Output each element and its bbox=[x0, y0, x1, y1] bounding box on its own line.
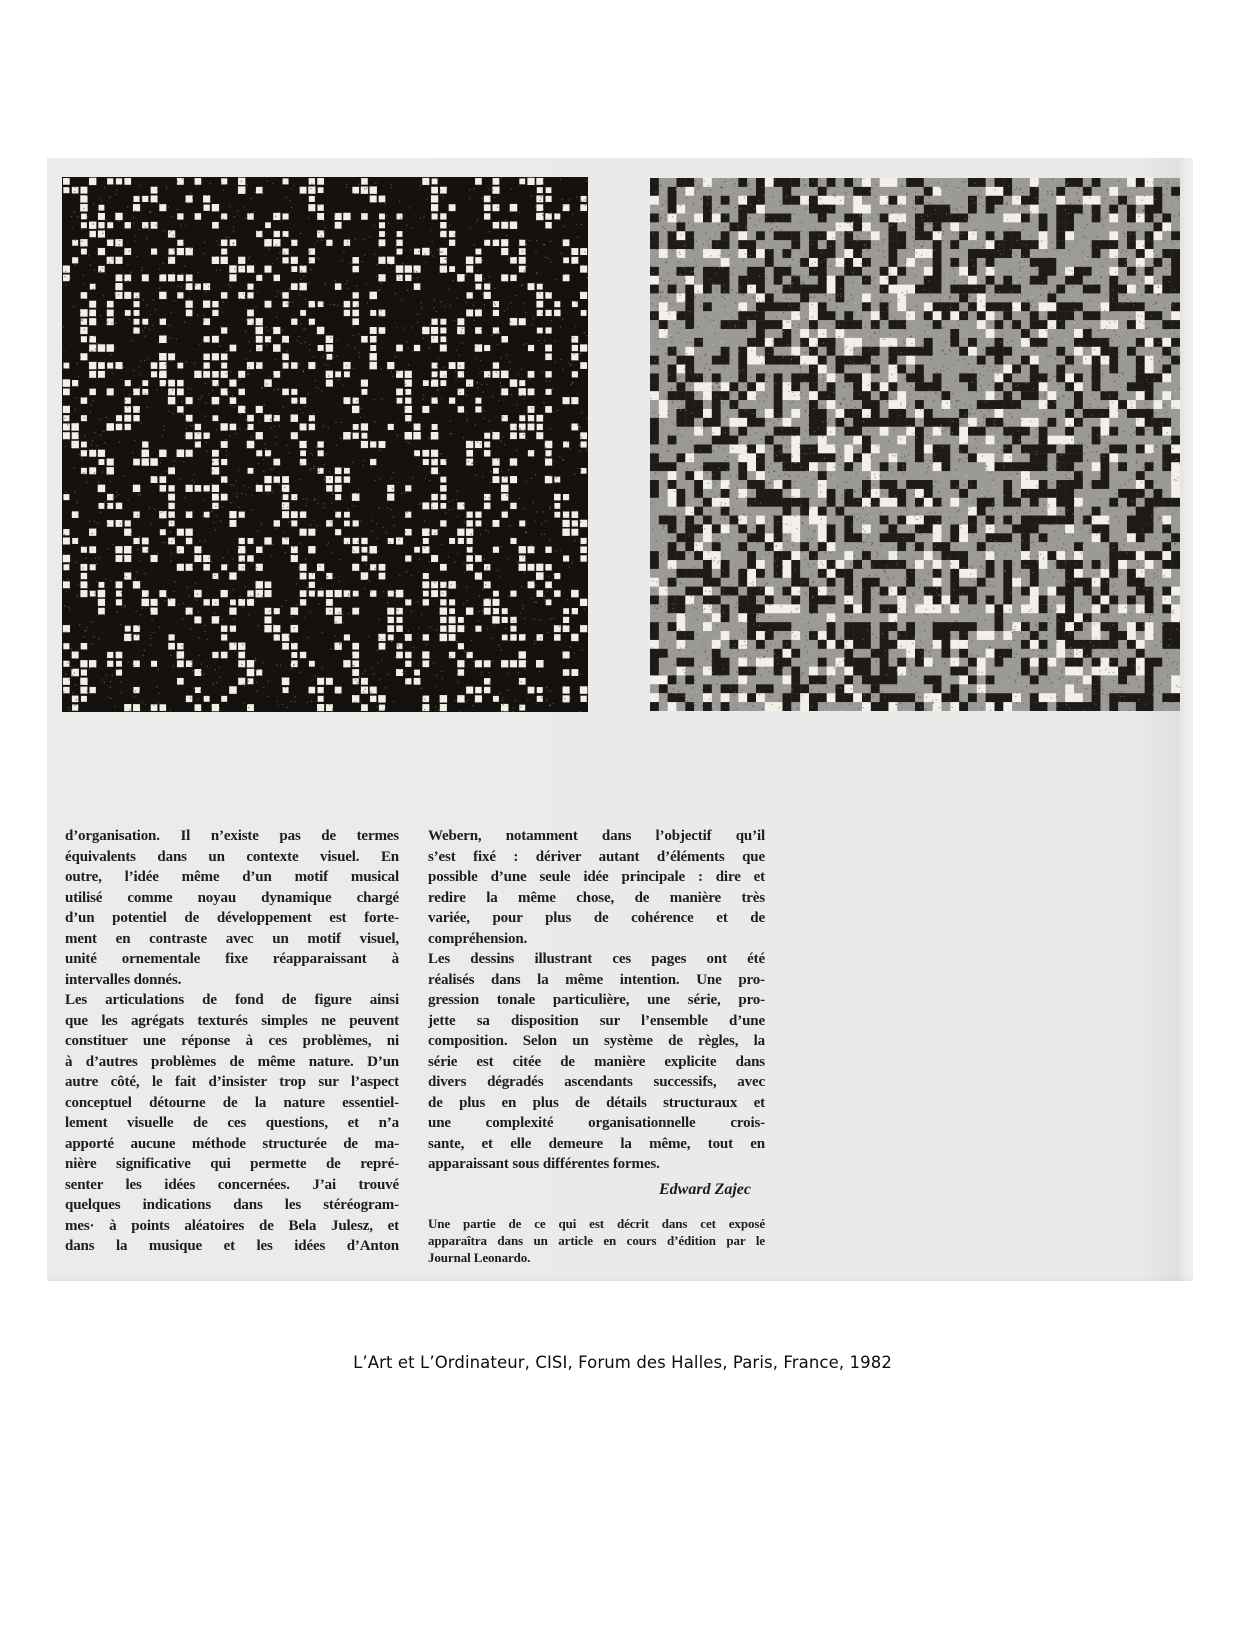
text-line: à d’autres problèmes de même nature. D’un bbox=[65, 1053, 399, 1070]
text-line: variée, pour plus de cohérence et de bbox=[428, 910, 765, 926]
text-line: constituer une réponse à ces problèmes, ni bbox=[65, 1033, 399, 1049]
texture-figure-left bbox=[62, 177, 588, 712]
text-line: dans la musique et les idées d’Anton bbox=[65, 1238, 399, 1254]
text-line: possible d’une seule idée principale : dire et bbox=[428, 869, 765, 885]
text-line: jette sa disposition sur l’ensemble d’une bbox=[428, 1012, 765, 1029]
footnote bbox=[428, 1215, 765, 1266]
text-line: Webern, notamment dans l’objectif qu’il bbox=[428, 828, 765, 844]
text-line: unité ornementale fixe réapparaissant à bbox=[65, 951, 399, 967]
text-line: lement visuelle de ces questions, et n’a bbox=[65, 1115, 399, 1131]
texture-figure-right bbox=[650, 178, 1180, 711]
text-line: gression tonale particulière, une série, pro- bbox=[428, 992, 765, 1008]
text-line: compréhension. bbox=[428, 930, 528, 947]
text-line: réalisés dans la même intention. Une pro- bbox=[428, 971, 765, 988]
text-line: d’organisation. Il n’existe pas de termes bbox=[65, 828, 399, 844]
text-line: s’est fixé : dériver autant d’éléments que bbox=[428, 848, 765, 865]
text-line: utilisé comme noyau dynamique chargé bbox=[65, 889, 399, 906]
text-line: sante, et elle demeure la même, tout en bbox=[428, 1135, 765, 1152]
text-line: mes· à points aléatoires de Bela Julesz, et bbox=[65, 1217, 399, 1234]
footnote-line: Une partie de ce qui est décrit dans cet exposé bbox=[428, 1215, 765, 1231]
text-line: d’un potentiel de développement est forte- bbox=[65, 910, 399, 926]
text-line: Les dessins illustrant ces pages ont été bbox=[428, 951, 765, 967]
text-line: une complexité organisationnelle crois- bbox=[428, 1115, 765, 1131]
text-line: divers dégradés ascendants successifs, avec bbox=[428, 1074, 765, 1090]
text-line: apporté aucune méthode structurée de ma- bbox=[65, 1135, 399, 1152]
author-signature: Edward Zajec bbox=[659, 1180, 751, 1198]
text-column-right bbox=[428, 826, 765, 1266]
text-line: senter les idées concernées. J’ai trouvé bbox=[65, 1176, 399, 1193]
footnote-line: Journal Leonardo. bbox=[428, 1249, 531, 1265]
text-column-left bbox=[65, 826, 399, 1257]
text-line: nière significative qui permette de repré- bbox=[65, 1156, 399, 1172]
page-caption: L’Art et L’Ordinateur, CISI, Forum des Halles, Paris, France, 1982 bbox=[353, 1353, 892, 1372]
footnote-line: apparaîtra dans un article en cours d’édition par le bbox=[428, 1232, 765, 1248]
text-line: quelques indications dans les stéréogram- bbox=[65, 1197, 399, 1213]
text-line: outre, l’idée même d’un motif musical bbox=[65, 869, 399, 885]
text-line: composition. Selon un système de règles, la bbox=[428, 1033, 765, 1049]
text-line: de plus en plus de détails structuraux et bbox=[428, 1094, 765, 1111]
text-line: équivalents dans un contexte visuel. En bbox=[65, 848, 399, 865]
text-line: série est citée de manière explicite dans bbox=[428, 1053, 765, 1070]
text-line: conceptuel détourne de la nature essentiel- bbox=[65, 1094, 399, 1111]
text-line: que les agrégats texturés simples ne peuvent bbox=[65, 1012, 399, 1029]
text-line: intervalles donnés. bbox=[65, 971, 182, 988]
text-line: ment en contraste avec un motif visuel, bbox=[65, 930, 399, 947]
text-line: autre côté, le fait d’insister trop sur l’aspect bbox=[65, 1074, 399, 1090]
text-line: apparaissant sous différentes formes. bbox=[428, 1156, 660, 1172]
text-line: Les articulations de fond de figure ainsi bbox=[65, 992, 399, 1008]
text-line: redire la même chose, de manière très bbox=[428, 889, 765, 906]
right-column-lines bbox=[428, 826, 765, 1175]
scanned-catalog-page bbox=[47, 158, 1193, 1281]
